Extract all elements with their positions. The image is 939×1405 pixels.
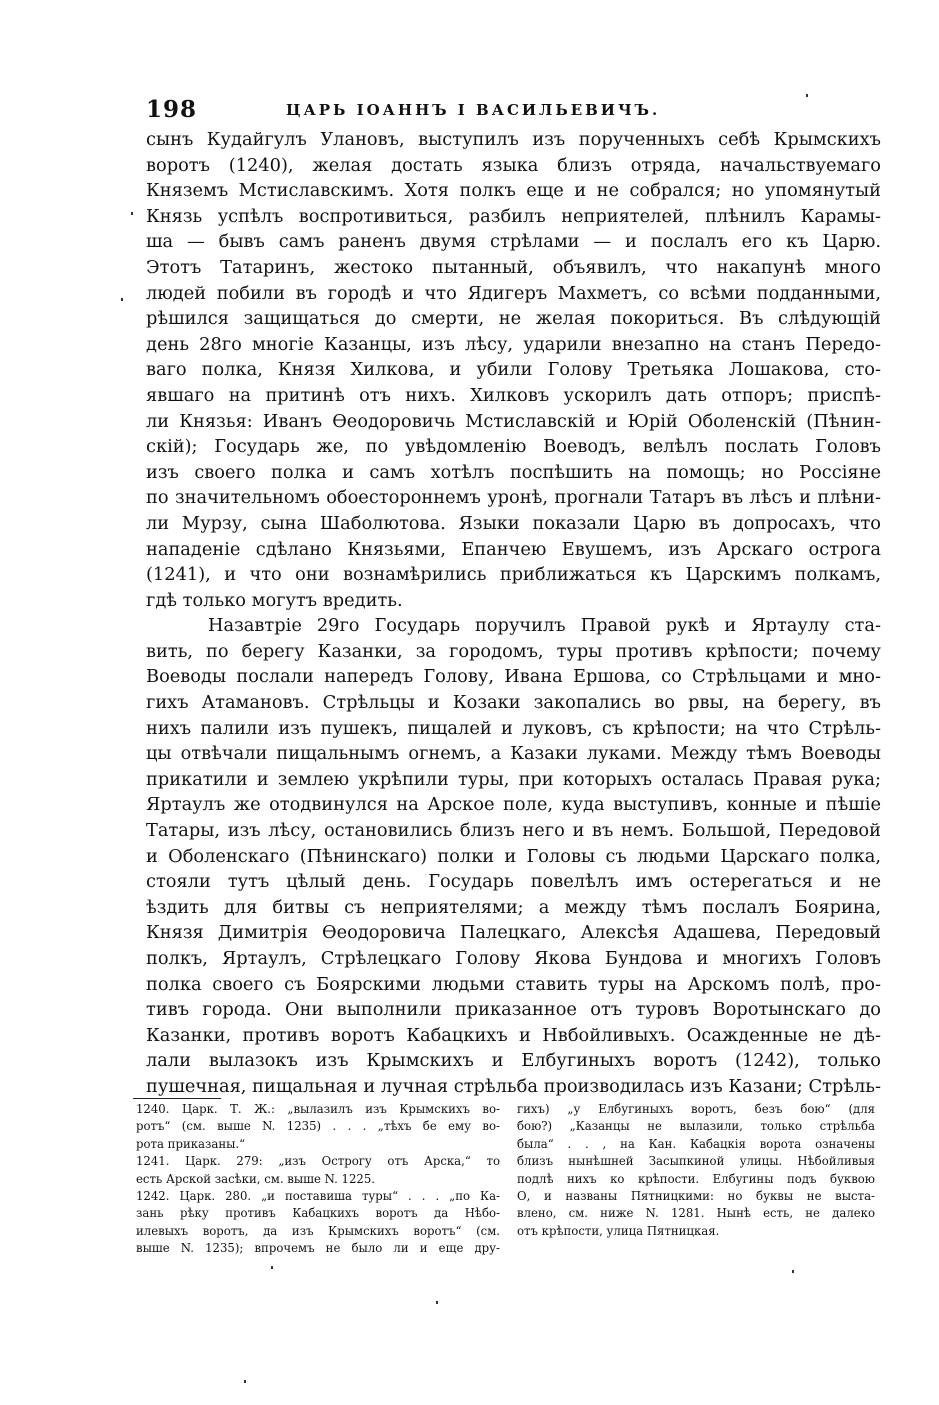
text-line: воротъ (1240), желая достать языка близъ отряда, начальствуемаго <box>146 154 881 176</box>
footnote-line: илевыхъ воротъ, да изъ Крымскихъ воротъ“ (см. <box>136 1223 500 1238</box>
footnote-line: рота приказаны.“ <box>136 1136 246 1151</box>
text-line: Татары, изъ лѣсу, остановились близъ него и въ немъ. Большой, Передовой <box>146 820 881 842</box>
footnote-line: гихъ) „у Елбугиныхъ воротъ, безъ бою“ (для <box>517 1102 875 1116</box>
text-line: ли Мурзу, сына Шаболютова. Языки показали Царю въ допросахъ, что <box>146 512 881 534</box>
footnote-line: 1240. Царк. Т. Ж.: „вылазилъ изъ Крымскихъ во- <box>136 1102 500 1116</box>
footnote-line: влено, см. ниже N. 1281. Нынѣ есть, не далеко <box>517 1206 875 1221</box>
footnote-line: О, и названы Пятницкими: но буквы не выста- <box>517 1188 875 1203</box>
footnote-line: выше N. 1235); впрочемъ не было ли и еще дру- <box>136 1241 500 1256</box>
main-text-block <box>146 127 881 1100</box>
running-head <box>146 96 886 126</box>
text-line: (1241), и что они вознамѣрились приближаться къ Царскимъ полкамъ, <box>146 564 881 586</box>
text-line: лали вылазокъ изъ Крымскихъ и Елбугиныхъ воротъ (1242), только <box>146 1050 881 1072</box>
footnote-line: 1241. Царк. 279: „изъ Острогу отъ Арска,“ то <box>136 1154 500 1169</box>
scan-speck <box>271 1266 273 1269</box>
text-line: пушечная, пищальная и лучная стрѣльба производилась изъ Казани; Стрѣль- <box>146 1075 881 1097</box>
text-line: рѣшился защищаться до смерти, не желая покориться. Въ слѣдующій <box>146 308 881 330</box>
text-line: Яртаулъ же отодвинулся на Арское поле, куда выступивъ, конные и пѣшіе <box>146 794 881 816</box>
footnote-line: есть Арской засѣки, см. выше N. 1225. <box>136 1171 376 1186</box>
footnote-line: была“ . . , на Кан. Кабацкія ворота означены <box>517 1136 875 1151</box>
page-number: 198 <box>146 96 198 123</box>
footnotes-column-right <box>517 1101 875 1240</box>
text-line: полкъ, Яртаулъ, Стрѣлецкаго Голову Якова Бундова и многихъ Головъ <box>146 948 881 969</box>
text-line: тивъ города. Они выполнили приказанное отъ туровъ Воротынскаго до <box>146 999 881 1021</box>
text-line: скій); Государь же, по увѣдомленію Воеводъ, велѣлъ послать Головъ <box>146 436 881 458</box>
text-line: сынъ Кудайгулъ Улановъ, выступилъ изъ порученныхъ себѣ Крымскихъ <box>146 129 881 150</box>
footnote-line: подлѣ нихъ ко крѣпости. Елбугины подъ буквою <box>517 1171 875 1186</box>
text-line: и Оболенскаго (Пѣнинскаго) полки и Головы съ людьми Царскаго полка, <box>146 845 881 867</box>
text-line: гдѣ только могутъ вредить. <box>146 589 403 611</box>
scan-speck <box>131 212 133 215</box>
text-line: прикатили и землею укрѣпили туры, при которыхъ осталась Правая рука; <box>146 768 881 790</box>
text-line: ваго полка, Князя Хилкова, и убили Голову Третьяка Лошакова, сто- <box>146 359 881 381</box>
text-line: людей побили въ городѣ и что Ядигеръ Махметъ, со всѣми подданными, <box>146 282 881 304</box>
text-line: вить, по берегу Казанки, за городомъ, туры противъ крѣпости; почему <box>146 640 881 662</box>
text-line: Этотъ Татаринъ, жестоко пытанный, объявилъ, что накапунѣ много <box>146 256 881 278</box>
text-line: ѣздить для битвы съ неприятелями; а между тѣмъ послалъ Боярина, <box>146 896 881 918</box>
scan-speck <box>244 1380 246 1383</box>
text-line: нихъ палили изъ пушекъ, пищалей и луковъ, съ крѣпости; на что Стрѣль- <box>146 717 881 739</box>
footnote-line: близъ нынѣшней Засыпкиной улицы. Нѣбойливыя <box>517 1154 875 1169</box>
paragraph-first-line: Назавтріе 29го Государь поручилъ Правой рукѣ и Яртаулу ста- <box>208 615 881 637</box>
text-line: нападеніе сдѣлано Князьями, Епанчею Евушемъ, изъ Арскаго острога <box>146 538 881 560</box>
scan-speck <box>792 1270 794 1273</box>
scan-speck <box>121 298 123 301</box>
text-line: ша — бывъ самъ раненъ двумя стрѣлами — и послалъ его къ Царю. <box>146 231 881 253</box>
text-line: Казанки, противъ воротъ Кабацкихъ и Нвбойливыхъ. Осажденные не дѣ- <box>146 1024 881 1046</box>
footnote-line: зань рѣку противъ Кабацкихъ воротъ да Нѣбо- <box>136 1206 500 1221</box>
text-line: ли Князья: Иванъ Ѳеодоровичь Мстиславскій и Юрій Оболенскій (Пѣнин- <box>146 410 881 432</box>
footnote-line: 1242. Царк. 280. „и поставиша туры“ . . . „по Ка- <box>136 1188 500 1203</box>
running-title: ЦАРЬ ІОАННЪ І ВАСИЛЬЕВИЧЪ. <box>286 101 661 119</box>
text-line: изъ своего полка и самъ хотѣлъ поспѣшить на помощь; но Россіяне <box>146 461 881 483</box>
scan-speck <box>436 1301 438 1304</box>
footnote-divider <box>133 1098 221 1099</box>
text-line: Воеводы послали напередъ Голову, Ивана Ершова, со Стрѣльцами и мно- <box>146 666 881 688</box>
text-line: гихъ Атамановъ. Стрѣльцы и Козаки закопались во рвы, на берегу, въ <box>146 692 881 714</box>
text-line: Князь успѣлъ воспротивиться, разбилъ неприятелей, плѣнилъ Карамы- <box>146 205 881 227</box>
footnotes-column-left <box>136 1101 500 1258</box>
text-line: полка своего съ Боярскими людьми ставить туры на Арскомъ полѣ, про- <box>146 973 881 995</box>
text-line: Князя Димитрія Ѳеодоровича Палецкаго, Алексѣя Адашева, Передовый <box>146 922 881 944</box>
text-line: стояли тутъ цѣлый день. Государь повелѣлъ имъ остерегаться и не <box>146 871 881 893</box>
text-line: по значительномъ обоестороннемъ уронѣ, прогнали Татаръ въ лѣсъ и плѣни- <box>146 487 881 509</box>
footnote-line: отъ крѣпости, улица Пятницкая. <box>517 1223 720 1238</box>
footnote-line: ротъ“ (см. выше N. 1235) . . . „тѣхъ бе ему во- <box>136 1119 500 1134</box>
text-line: день 28го многіе Казанцы, изъ лѣсу, ударили внезапно на станъ Передо- <box>146 333 881 355</box>
scan-speck <box>806 94 808 97</box>
footnote-line: бою?) „Казанцы не вылазили, только стрѣльба <box>517 1119 875 1134</box>
text-line: цы отвѣчали пищальнымъ огнемъ, а Казаки луками. Между тѣмъ Воеводы <box>146 743 881 765</box>
text-line: Княземъ Мстиславскимъ. Хотя полкъ еще и не собрался; но упомянутый <box>146 180 881 202</box>
text-line: явшаго на притинѣ отъ нихъ. Хилковъ ускорилъ дать отпоръ; приспѣ- <box>146 384 881 406</box>
